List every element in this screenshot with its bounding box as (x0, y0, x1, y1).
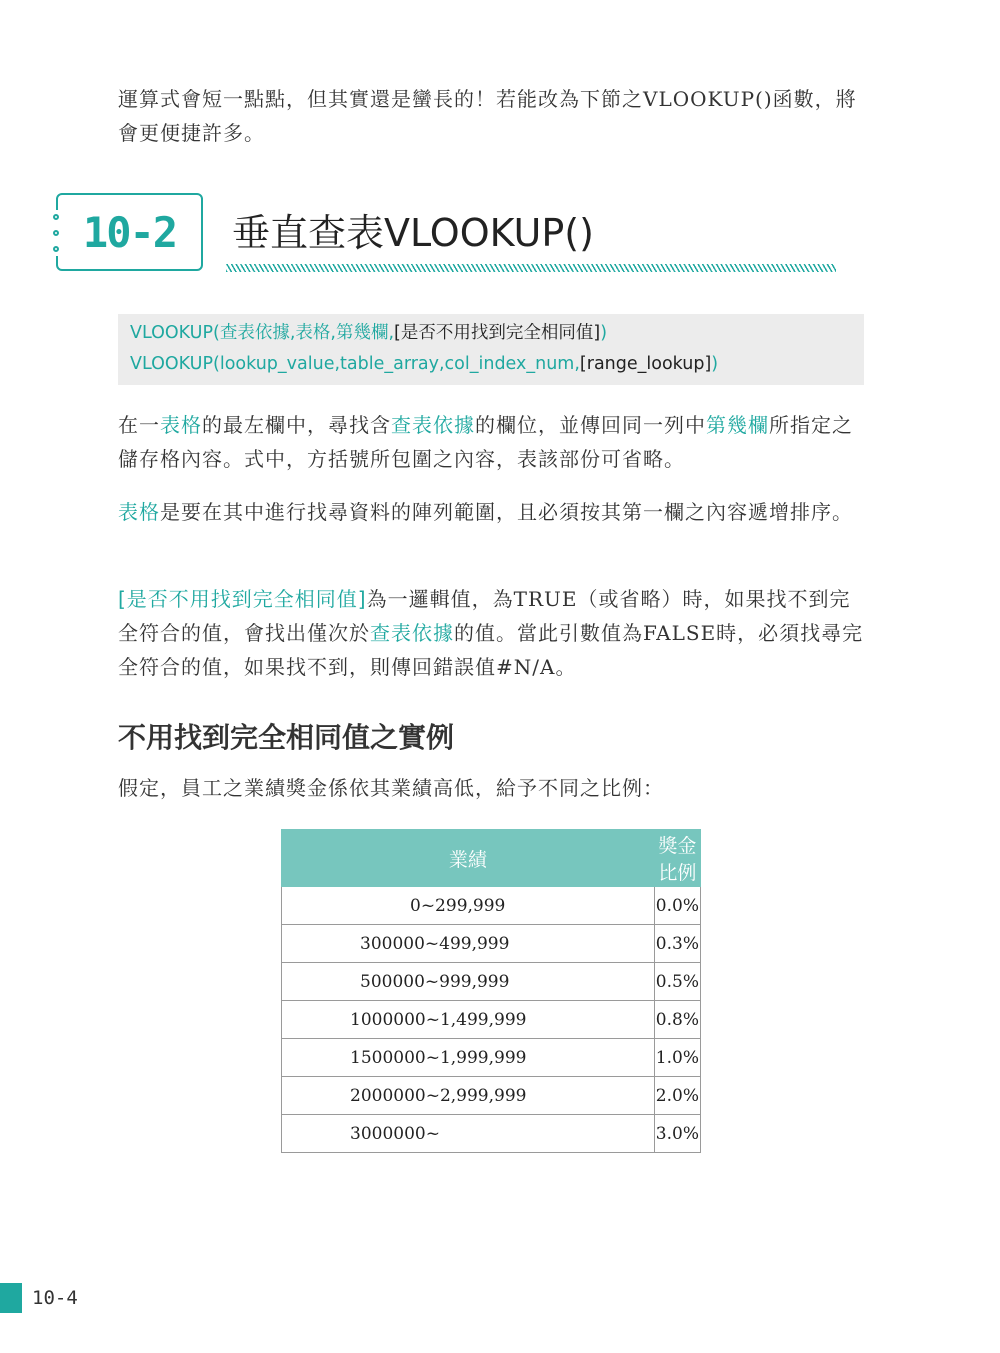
keyword-table: 表格 (160, 413, 202, 437)
sales-range-cell: 3000000~ (282, 1115, 655, 1153)
syntax-func: VLOOKUP(查表依據,表格,第幾欄, (130, 323, 395, 343)
text: 的值。當此引數值為FALSE時，必須找尋完全符合的值，如果找不到，則傳回錯誤值#N/A。 (118, 621, 864, 679)
syntax-optional: [是否不用找到完全相同值] (394, 323, 601, 343)
keyword-lookup-value: 查表依據 (391, 413, 475, 437)
table-row (282, 925, 701, 963)
table-row (282, 1115, 701, 1153)
example-intro: 假定，員工之業績獎金係依其業績高低，給予不同之比例： (118, 776, 664, 800)
bonus-rate-cell: 0.0% (654, 887, 700, 925)
keyword-range-lookup: [是否不用找到完全相同值] (118, 587, 367, 611)
keyword-lookup-value: 查表依據 (370, 621, 454, 645)
bonus-rate-cell: 3.0% (654, 1115, 700, 1153)
keyword-table: 表格 (118, 500, 160, 524)
page-number: 10-4 (32, 1287, 78, 1309)
syntax-optional: [range_lookup] (579, 354, 712, 374)
sales-range-cell: 300000~499,999 (282, 925, 655, 963)
sales-range-cell: 1000000~1,499,999 (282, 1001, 655, 1039)
bonus-rate-cell: 2.0% (654, 1077, 700, 1115)
table-row (282, 887, 701, 925)
section-number: 10-2 (82, 207, 177, 257)
table-row (282, 963, 701, 1001)
text: 的欄位，並傳回同一列中 (475, 413, 706, 437)
text: 是要在其中進行找尋資料的陣列範圍，且必須按其第一欄之內容遞增排序。 (160, 500, 853, 524)
title-underline-hatch (226, 264, 836, 272)
syntax-line-chinese (130, 318, 864, 349)
table-argument-paragraph (118, 495, 868, 529)
text: 在一 (118, 413, 160, 437)
range-lookup-paragraph (118, 582, 868, 684)
page-tab-marker (0, 1283, 22, 1313)
text: 的最左欄中，尋找含 (202, 413, 391, 437)
syntax-func: VLOOKUP(lookup_value,table_array,col_index_num, (130, 354, 580, 374)
keyword-column-index: 第幾欄 (706, 413, 769, 437)
header-sales: 業績 (282, 830, 655, 887)
bonus-rate-cell: 0.8% (654, 1001, 700, 1039)
intro-paragraph: 運算式會短一點點，但其實還是蠻長的！若能改為下節之VLOOKUP()函數，將會更便捷許多。 (118, 87, 857, 145)
table-row (282, 1001, 701, 1039)
table-header-row (282, 830, 701, 887)
bonus-rate-cell: 0.5% (654, 963, 700, 1001)
text: 為一邏輯值，為TRUE（或省略）時，如果找不到完全符合的值，會找出僅次於 (118, 587, 851, 645)
syntax-box (118, 314, 864, 385)
syntax-close: ) (711, 354, 719, 374)
subheading: 不用找到完全相同值之實例 (118, 721, 455, 754)
bonus-rate-table (281, 829, 701, 1153)
table-row (282, 1077, 701, 1115)
syntax-line-english (130, 349, 864, 380)
text: 所指定之儲存格內容。式中，方括號所包圍之內容，表該部份可省略。 (118, 413, 853, 471)
sales-range-cell: 1500000~1,999,999 (282, 1039, 655, 1077)
sales-range-cell: 2000000~2,999,999 (282, 1077, 655, 1115)
sales-range-cell: 500000~999,999 (282, 963, 655, 1001)
sales-range-cell: 0~299,999 (282, 887, 655, 925)
bonus-rate-cell: 0.3% (654, 925, 700, 963)
header-bonus-rate: 獎金比例 (654, 830, 700, 887)
table-row (282, 1039, 701, 1077)
description-paragraph (118, 408, 868, 476)
syntax-close: ) (600, 323, 608, 343)
bonus-rate-cell: 1.0% (654, 1039, 700, 1077)
section-title: 垂直查表VLOOKUP() (232, 211, 594, 255)
